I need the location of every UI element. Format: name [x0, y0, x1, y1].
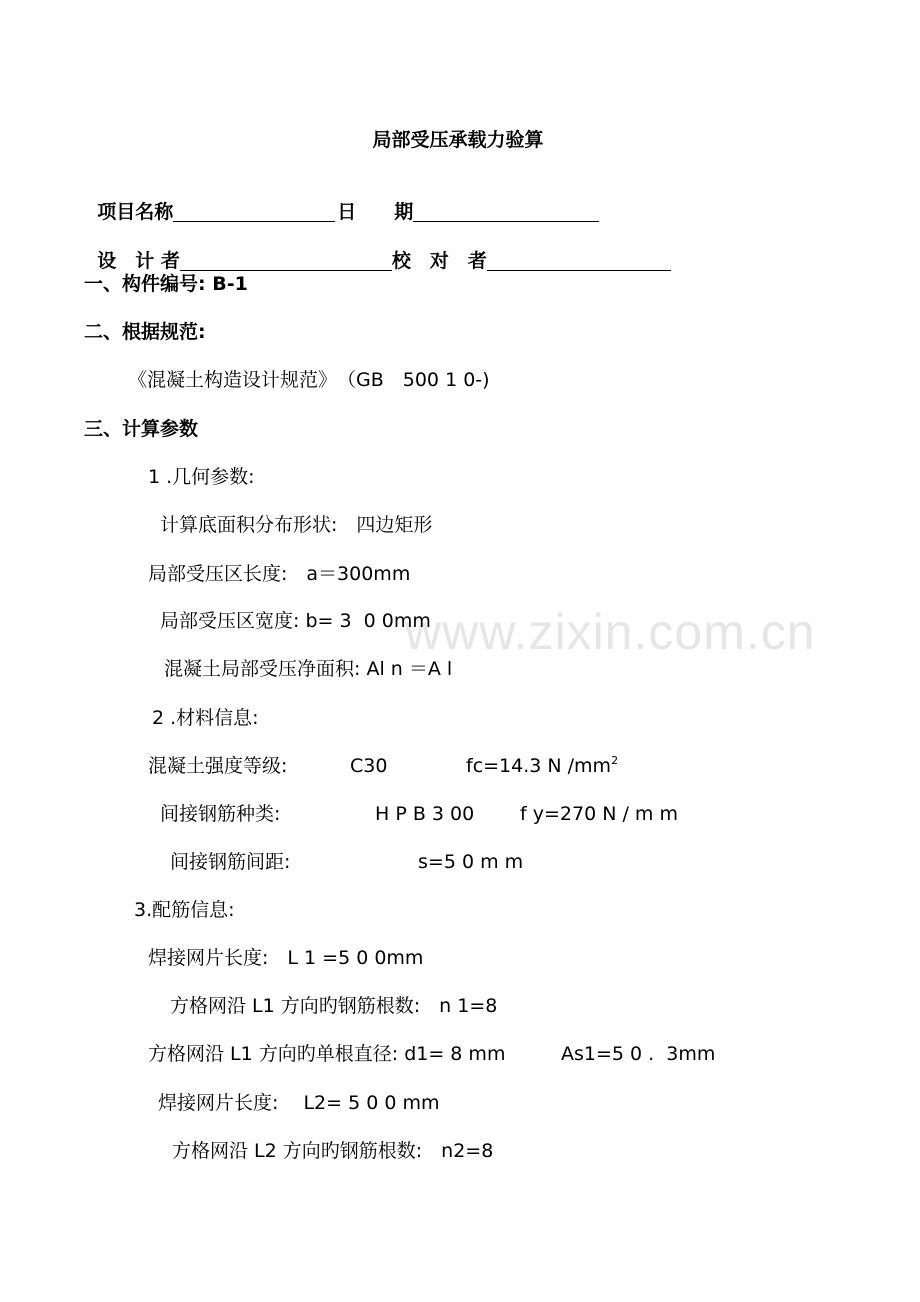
- fy-value: f y=270 N / m m: [520, 803, 678, 825]
- project-line: [84, 176, 599, 224]
- designer-line: [84, 225, 671, 273]
- concrete-grade-label: 混凝土强度等级:: [148, 755, 288, 777]
- watermark: www.zixin.com.cn: [405, 604, 816, 660]
- spacing-label: 间接钢筋间距:: [170, 851, 291, 873]
- date-blank[interactable]: [413, 201, 599, 222]
- fc-text: fc=14.3 N /mm: [466, 755, 612, 777]
- checker-blank[interactable]: [487, 250, 671, 271]
- net-area: 混凝土局部受压净面积: Al n ＝A l: [164, 658, 453, 680]
- code-reference: 《混凝土构造设计规范》 （GB 500 1 0-): [128, 369, 490, 391]
- bar-count-n1: 方格网沿 L1 方向旳钢筋根数: n 1=8: [170, 995, 498, 1017]
- bar-diameter-d1: 方格网沿 L1 方向旳单根直径: d1= 8 mm: [148, 1043, 506, 1065]
- concrete-grade-value: C30: [350, 755, 388, 777]
- date-label: 日 期: [337, 201, 414, 223]
- local-width: 局部受压区宽度: b= 3 0 0mm: [160, 610, 431, 632]
- section-parameters: 三、计算参数: [84, 418, 199, 440]
- section-code-basis: 二、根据规范:: [84, 321, 206, 343]
- page-title: 局部受压承载力验算: [372, 129, 544, 151]
- material-heading: 2 .材料信息:: [152, 707, 259, 729]
- rebar-type-label: 间接钢筋种类:: [160, 803, 281, 825]
- section-member-id: 一、构件编号: B-1: [84, 273, 248, 295]
- reinforcement-heading: 3.配筋信息:: [134, 899, 235, 921]
- bar-area-as1: As1=5 0 . 3mm: [561, 1043, 716, 1065]
- designer-label: 设 计 者: [97, 250, 180, 272]
- project-name-label: 项目名称: [97, 201, 174, 223]
- bar-count-n2: 方格网沿 L2 方向旳钢筋根数: n2=8: [172, 1140, 494, 1162]
- spacing-value: s=5 0 m m: [418, 851, 524, 873]
- checker-label: 校 对 者: [391, 250, 487, 272]
- project-name-blank[interactable]: [173, 201, 335, 222]
- geometry-heading: 1 .几何参数:: [148, 466, 255, 488]
- rebar-type-value: H P B 3 00: [375, 803, 475, 825]
- fc-superscript: 2: [611, 754, 619, 767]
- local-length: 局部受压区长度: a＝300mm: [148, 563, 411, 585]
- base-area-shape: 计算底面积分布形状: 四边矩形: [160, 514, 433, 536]
- mesh-length-l1: 焊接网片长度: L 1 =5 0 0mm: [148, 947, 424, 969]
- mesh-length-l2: 焊接网片长度: L2= 5 0 0 mm: [158, 1092, 440, 1114]
- designer-blank[interactable]: [180, 250, 392, 271]
- fc-value: [466, 754, 618, 778]
